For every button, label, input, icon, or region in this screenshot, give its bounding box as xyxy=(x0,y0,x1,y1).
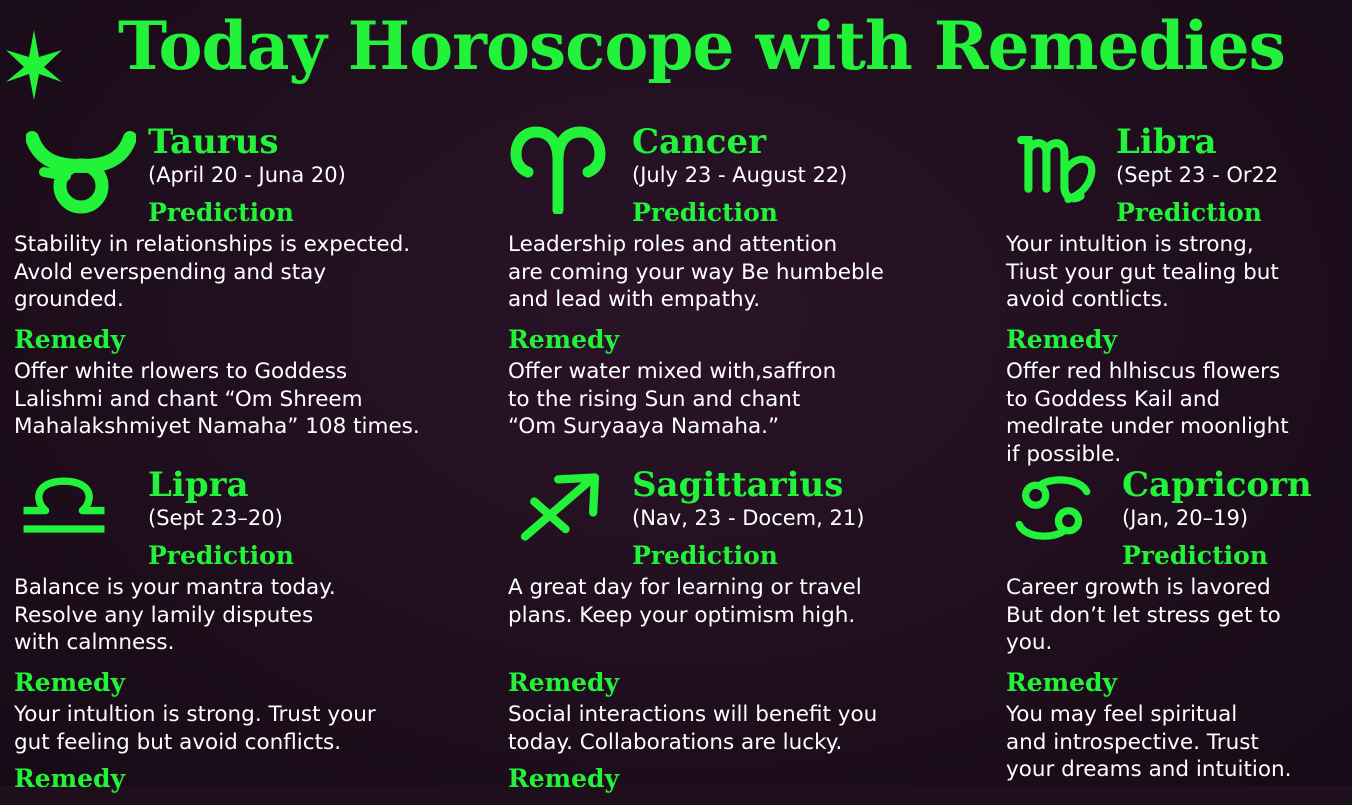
prediction-text: Leadership roles and attention are coming your way Be humbeble and lead with empathy. xyxy=(508,232,884,312)
prediction-label: Prediction xyxy=(148,198,294,227)
page-title: Today Horoscope with Remedies xyxy=(118,7,1285,85)
horoscope-card-libra xyxy=(1006,122,1352,467)
sign-dates: (July 23 - August 22) xyxy=(632,163,848,187)
virgo-symbol-icon xyxy=(1014,126,1104,210)
remedy-label: Remedy xyxy=(14,325,126,354)
prediction-label: Prediction xyxy=(1116,198,1262,227)
horoscope-card-lipra xyxy=(14,465,484,805)
sagittarius-symbol-icon xyxy=(514,469,606,545)
remedy-label-extra: Remedy xyxy=(508,764,620,793)
remedy-label: Remedy xyxy=(1006,668,1118,697)
sparkle-star-icon xyxy=(4,30,64,100)
remedy-text: You may feel spiritual and introspective. Trust your dreams and intuition. xyxy=(1006,702,1292,782)
prediction-text: Stability in relationships is expected. Avold everspending and stay grounded. xyxy=(14,232,411,312)
taurus-symbol-icon xyxy=(26,126,136,216)
sign-name: Libra xyxy=(1116,122,1217,162)
sign-dates: (Nav, 23 - Docem, 21) xyxy=(632,506,865,530)
remedy-text: Offer red hlhiscus flowers to Goddess Kail and medlrate under moonlight if possible. xyxy=(1006,359,1289,467)
prediction-text: Career growth is lavored But don’t let stress get to you. xyxy=(1006,575,1281,655)
prediction-text: Balance is your mantra today. Resolve any lamily disputes with calmness. xyxy=(14,575,336,655)
sign-dates: (Sept 23 - Or22 xyxy=(1116,163,1279,187)
sign-name: Taurus xyxy=(148,122,279,162)
sign-name: Cancer xyxy=(632,122,767,162)
libra-symbol-icon xyxy=(18,473,110,539)
aries-symbol-icon xyxy=(508,124,608,214)
remedy-label: Remedy xyxy=(1006,325,1118,354)
sign-dates: (Sept 23–20) xyxy=(148,506,283,530)
remedy-text: Offer water mixed with,saffron to the rising Sun and chant “Om Suryaaya Namaha.” xyxy=(508,359,837,439)
prediction-label: Prediction xyxy=(1122,541,1268,570)
prediction-label: Prediction xyxy=(632,541,778,570)
cancer-symbol-icon xyxy=(1012,471,1094,545)
page-header xyxy=(0,0,1352,110)
remedy-label: Remedy xyxy=(14,668,126,697)
horoscope-card-sagittarius xyxy=(508,465,978,805)
prediction-text: Your intultion is strong, Tiust your gut tealing but avoid contlicts. xyxy=(1006,232,1279,312)
sign-dates: (April 20 - Juna 20) xyxy=(148,163,346,187)
prediction-label: Prediction xyxy=(148,541,294,570)
horoscope-card-taurus xyxy=(14,122,484,462)
prediction-text: A great day for learning or travel plans. Keep your optimism high. xyxy=(508,575,862,628)
horoscope-card-cancer xyxy=(508,122,978,462)
sign-dates: (Jan, 20–19) xyxy=(1122,506,1249,530)
horoscope-card-capricorn xyxy=(1006,465,1352,805)
remedy-label: Remedy xyxy=(508,668,620,697)
sign-name: Capricorn xyxy=(1122,465,1312,505)
remedy-label-extra: Remedy xyxy=(14,764,126,793)
remedy-label: Remedy xyxy=(508,325,620,354)
remedy-text: Social interactions will benefit you today. Collaborations are lucky. xyxy=(508,702,878,755)
prediction-label: Prediction xyxy=(632,198,778,227)
remedy-text: Your intultion is strong. Trust your gut feeling but avoid conflicts. xyxy=(14,702,376,755)
remedy-text: Offer white rlowers to Goddess Lalishmi and chant “Om Shreem Mahalakshmiyet Namaha” 108 times. xyxy=(14,359,420,439)
sign-name: Lipra xyxy=(148,465,249,505)
sign-name: Sagittarius xyxy=(632,465,844,505)
